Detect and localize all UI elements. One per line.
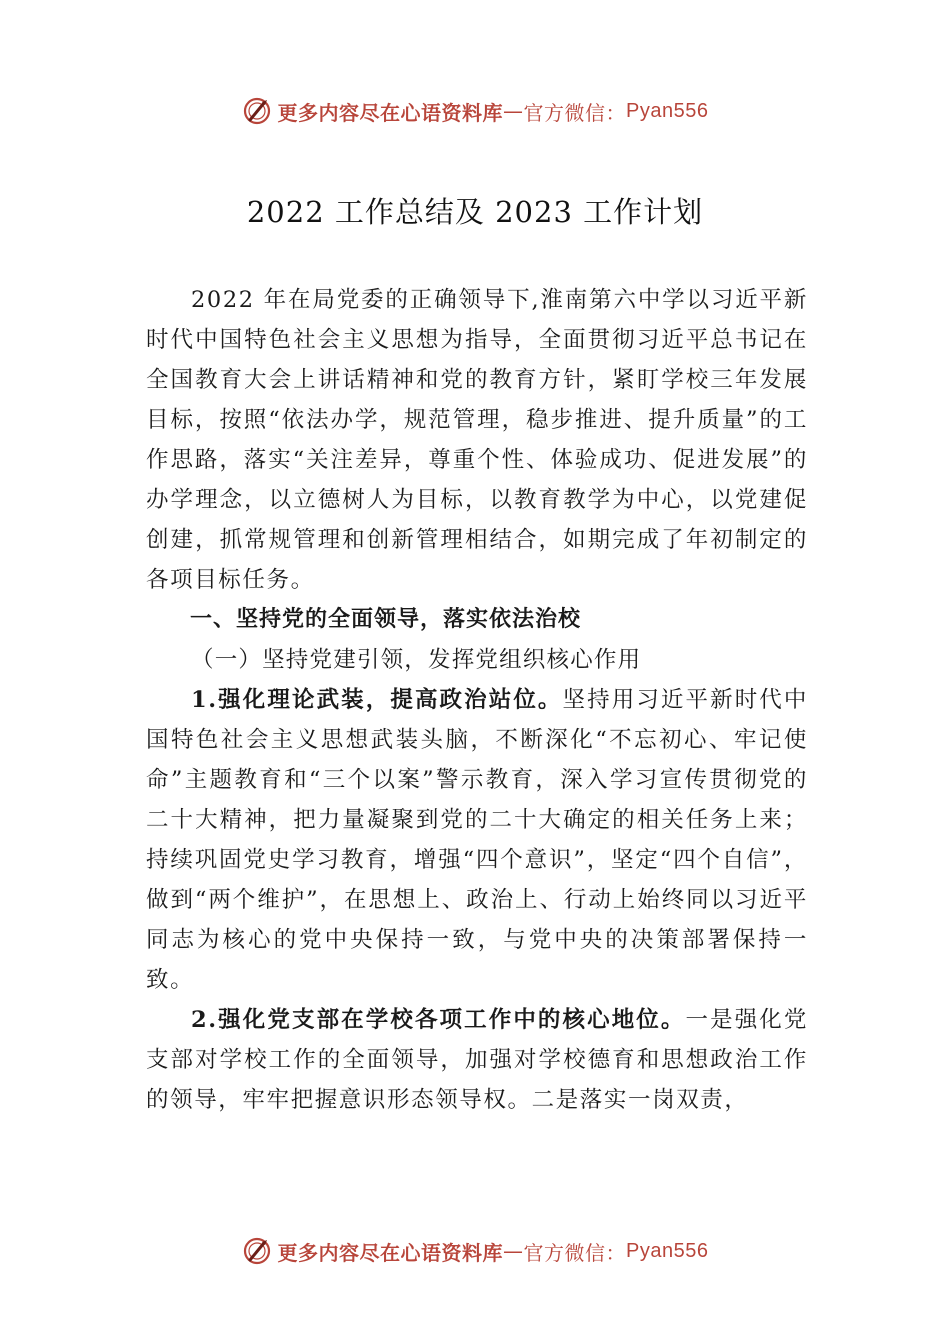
watermark-account: Pyan556 bbox=[626, 99, 709, 122]
watermark-label: 官方微信： bbox=[523, 100, 627, 125]
item-1-body: 坚持用习近平新时代中国特色社会主义思想武装头脑，不断深化“不忘初心、牢记使命”主题教育和“三个以案”警示教育，深入学习宣传贯彻党的二十大精神，把力量凝聚到党的二十大确定的相关任务上来；持续巩固党史学习教育，增强“四个意识”，坚定“四个自信”，做到“两个维护”，在思想上、政治上、行动上始终同以习近平同志为核心的党中央保持一致，与党中央的决策部署保持一致。 bbox=[146, 687, 808, 993]
watermark-main-text: 更多内容尽在心语资料库 bbox=[277, 100, 504, 125]
item-paragraph-2 bbox=[146, 1000, 808, 1120]
item-2-body: 一是强化党支部对学校工作的全面领导，加强对学校德育和思想政治工作的领导，牢牢把握意识形态领导权。二是落实一岗双责， bbox=[146, 1007, 808, 1113]
footer-watermark bbox=[0, 1236, 950, 1266]
document-body bbox=[146, 280, 808, 1120]
document-title: 2022 工作总结及 2023 工作计划 bbox=[246, 195, 704, 229]
section-heading: 一、坚持党的全面领导，落实依法治校 bbox=[190, 607, 582, 632]
pen-seal-icon bbox=[242, 1236, 272, 1266]
intro-paragraph: 2022 年在局党委的正确领导下,淮南第六中学以习近平新时代中国特色社会主义思想为指导，全面贯彻习近平总书记在全国教育大会上讲话精神和党的教育方针，紧盯学校三年发展目标，按照“依法办学，规范管理，稳步推进、提升质量”的工作思路，落实“关注差异，尊重个性、体验成功、促进发展”的办学理念，以立德树人为目标，以教育教学为中心，以党建促创建，抓常规管理和创新管理相结合，如期完成了年初制定的各项目标任务。 bbox=[146, 287, 808, 593]
watermark-main-text: 更多内容尽在心语资料库 bbox=[277, 1240, 504, 1265]
subsection-heading: （一）坚持党建引领，发挥党组织核心作用 bbox=[191, 647, 642, 673]
watermark-separator: — bbox=[503, 99, 524, 123]
pen-seal-icon bbox=[242, 96, 272, 126]
watermark-separator: — bbox=[503, 1239, 524, 1263]
item-1-lead: 1.强化理论武装，提高政治站位。 bbox=[191, 687, 563, 713]
item-2-lead: 2.强化党支部在学校各项工作中的核心地位。 bbox=[191, 1007, 686, 1033]
watermark-label: 官方微信： bbox=[523, 1240, 627, 1265]
header-watermark bbox=[0, 96, 950, 126]
watermark-account: Pyan556 bbox=[626, 1239, 709, 1262]
item-paragraph-1 bbox=[146, 680, 808, 1000]
